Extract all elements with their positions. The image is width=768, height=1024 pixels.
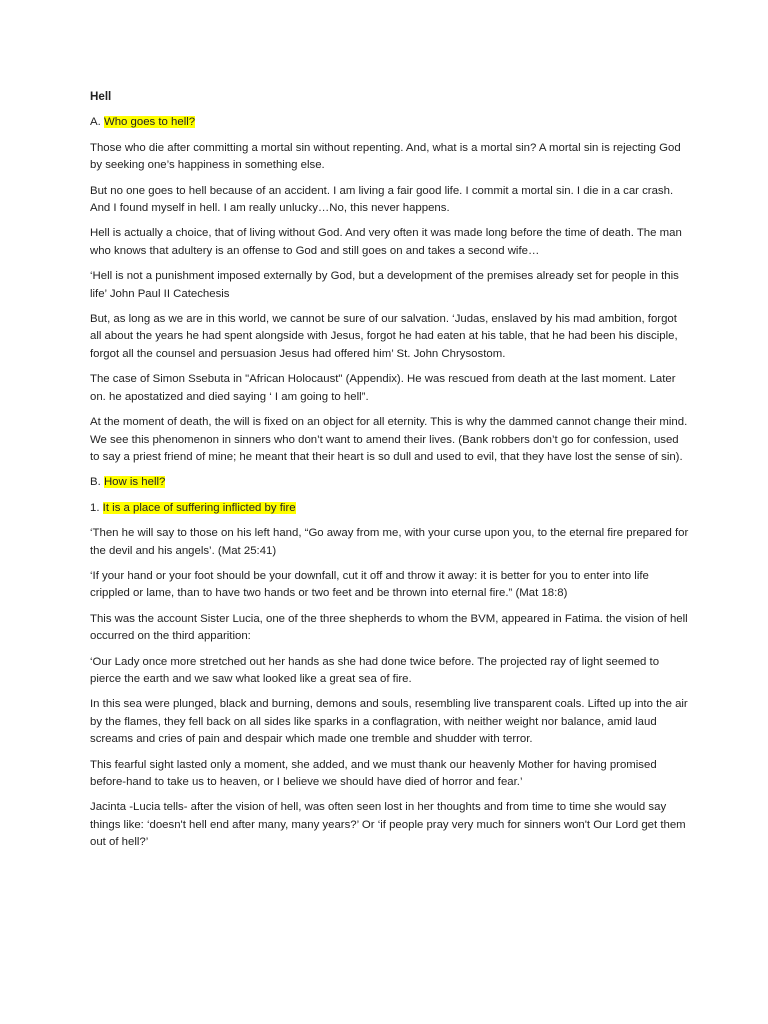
paragraph: In this sea were plunged, black and burning, demons and souls, resembling live transparent coals. Lifted up into the air by the flames, they fell back on all sides like sparks in a conflagration, with neither weight nor balance, amid laud screams and cries of pain and despair which made one tremble and shudder with terror.: [90, 698, 688, 746]
document-page: [90, 88, 690, 860]
highlighted-heading: How is hell?: [103, 476, 166, 489]
paragraph: ‘Our Lady once more stretched out her hands as she had done twice before. The projected ray of light seemed to pierce the earth and we saw what looked like a great sea of fire.: [90, 655, 660, 685]
highlighted-heading: It is a place of suffering inflicted by fire: [102, 501, 296, 514]
paragraph: Jacinta -Lucia tells- after the vision of hell, was often seen lost in her thoughts and from time to time she would say things like: ‘doesn't hell end after many, many years?’ Or ‘if people pray very much for sinners won't Our Lord get them out of hell?’: [90, 801, 686, 849]
section-prefix: A.: [90, 116, 104, 129]
section-prefix: B.: [90, 476, 104, 489]
paragraph: ‘If your hand or your foot should be your downfall, cut it off and throw it away: it is better for you to enter into life crippled or lame, than to have two hands or two feet and be thrown into eternal fire.” (Mat 18:8): [90, 569, 649, 600]
paragraph: This fearful sight lasted only a moment, she added, and we must thank our heavenly Mother for having promised before-hand to take us to heaven, or I believe we should have died of horror and fear.’: [90, 758, 657, 788]
highlighted-heading: Who goes to hell?: [103, 116, 196, 129]
section-heading-a: [90, 114, 690, 131]
paragraph: Hell is actually a choice, that of living without God. And very often it was made long before the time of death. The man who knows that adultery is an offense to God and still goes on and takes a second wife…: [90, 227, 682, 257]
paragraph: ‘Then he will say to those on his left hand, “Go away from me, with your curse upon you, to the eternal fire prepared for the devil and his angels’. (Mat 25:41): [90, 527, 689, 557]
paragraph: The case of Simon Ssebuta in "African Holocaust" (Appendix). He was rescued from death at the last moment. Later on. he apostatized and died saying ‘ I am going to hell”.: [90, 373, 676, 403]
paragraph: At the moment of death, the will is fixed on an object for all eternity. This is why the dammed cannot change their mind. We see this phenomenon in sinners who don’t want to amend their lives. (Bank robbers don’t go for confession, used to say a priest friend of mine; he meant that their heart is so dull and used to evil, that they have lost the sense of sin).: [90, 416, 688, 463]
paragraph: But no one goes to hell because of an accident. I am living a fair good life. I commit a mortal sin. I die in a car crash. And I found myself in hell. I am really unlucky…No, this never happens.: [90, 184, 674, 215]
section-heading-b: [90, 474, 690, 491]
subsection-prefix: 1.: [90, 501, 103, 514]
document-title: Hell: [90, 90, 112, 103]
paragraph: This was the account Sister Lucia, one of the three shepherds to whom the BVM, appeared in Fatima. the vision of hell occurred on the third apparition:: [90, 612, 688, 643]
subsection-heading-1: [90, 500, 690, 517]
paragraph: ‘Hell is not a punishment imposed externally by God, but a development of the premises already set for people in this life’ John Paul II Catechesis: [90, 270, 679, 300]
paragraph: But, as long as we are in this world, we cannot be sure of our salvation. ‘Judas, enslaved by his mad ambition, forgot all about the years he had spent alongside with Jesus, forgot he had eaten at his table, that he had been his disciple, forgot all the counsel and persuasion Jesus had offered him’ St. John Chrysostom.: [90, 313, 678, 360]
paragraph: Those who die after committing a mortal sin without repenting. And, what is a mortal sin? A mortal sin is rejecting God by seeking one’s happiness in something else.: [90, 141, 681, 172]
